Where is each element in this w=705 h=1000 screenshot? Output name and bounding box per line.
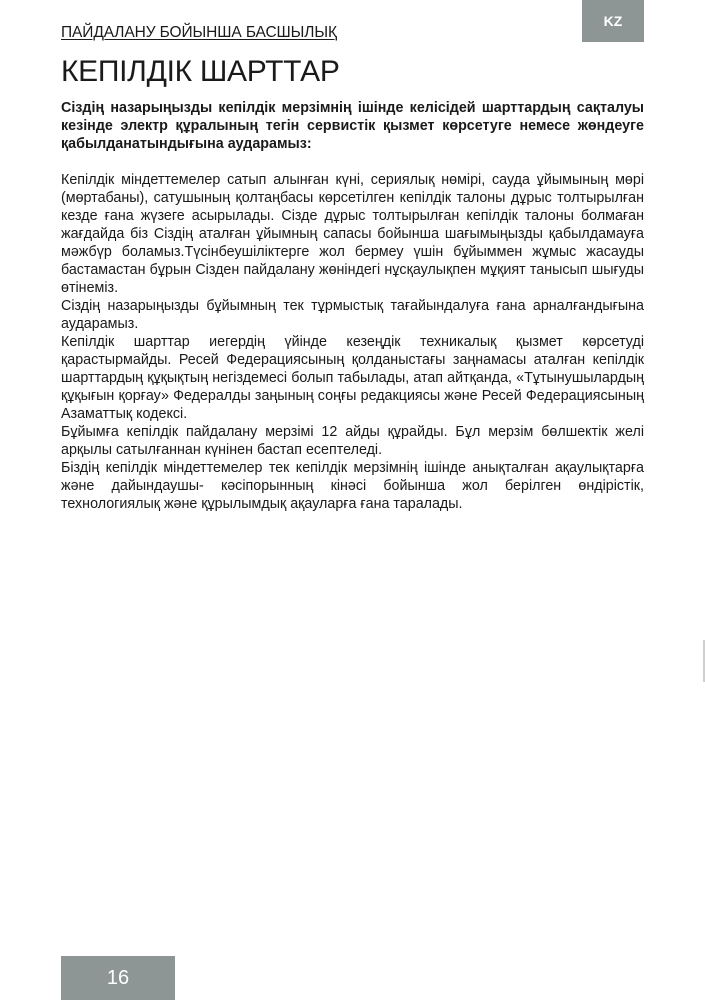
paragraph-warranty-period: Бұйымға кепілдік пайдалану мерзімі 12 айды құрайды. Бұл мерзім бөлшектік желі арқылы сатылғаннан күнінен бастап есептеледі. <box>61 424 644 458</box>
intro-paragraph: Сіздің назарыңызды кепілдік мерзімнің ішінде келісідей шарттардың сақталуы кезінде электр құралының тегін сервистік қызмет көрсетуге немесе жөндеуге қабылданатындығына аударамыз: <box>61 100 644 152</box>
paragraph-warranty-scope: Біздің кепілдік міндеттемелер тек кепілдік мерзімнің ішінде анықталған ақаулықтарға және дайындаушы- кәсіпорынның кінәсі бойынша жол берілген өндірістік, технологиялық және құрылымдық ақауларға ғана таралады. <box>61 460 644 512</box>
paragraph-warranty-conditions: Кепілдік міндеттемелер сатып алынған күні, сериялық нөмірі, сауда ұйымының мөрі (мөртабаны), сатушының қолтаңбасы көрсетілген кепілдік талоны дұрыс толтырылған кезде ғана жүзеге асырылады. Сізде дұрыс толтырылған кепілдік талоны болмаған жағдайда біз Сіздің аталған ұйымның сапасы бойынша шағымыңызды қабылдамауға мәжбүр боламыз.Түсінбеушіліктерге жол бермеу үшін бұйыммен жұмыс жасауды бастамастан бұрын Сізден пайдалану жөніндегі нұсқаулықпен мұқият танысып шығуды өтінеміз. <box>61 172 644 296</box>
manual-header-title: ПАЙДАЛАНУ БОЙЫНША БАСШЫЛЫҚ <box>61 24 337 41</box>
paragraph-legal-basis: Кепілдік шарттар иегердің үйінде кезеңдік техникалық қызмет көрсетуді қарастырмайды. Ресей Федерациясының қолданыстағы заңнамасы аталған кепілдік шарттардың құқықтың негіздемесі болып табылады, атап айтқанда, «Тұтынушылардың құқығын қорғау» Федералды заңының соңғы редакциясы және Ресей Федерациясының Азаматтық кодексі. <box>61 334 644 422</box>
page-title: КЕПІЛДІК ШАРТТАР <box>61 55 340 88</box>
paragraph-household-use: Сіздің назарыңызды бұйымның тек тұрмыстық тағайындалуға ғана арналғандығына аударамыз. <box>61 298 644 332</box>
page-number: 16 <box>61 956 175 1000</box>
language-tab: KZ <box>582 0 644 42</box>
document-body <box>61 99 644 513</box>
